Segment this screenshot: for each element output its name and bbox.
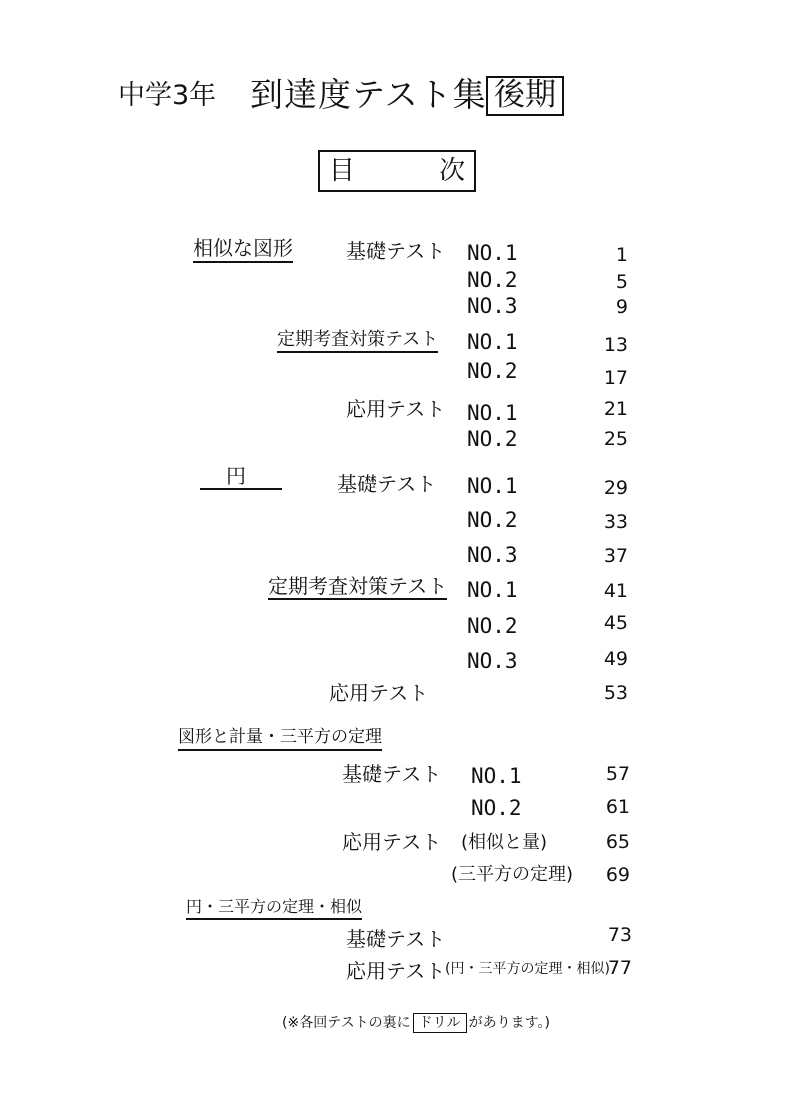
- section-label: 基礎テスト: [346, 927, 446, 951]
- footer-note-text: があります。): [468, 1015, 550, 1031]
- entry-page: 13: [603, 334, 628, 356]
- entry-page: 17: [603, 367, 628, 389]
- entry-number: NO.3: [467, 649, 518, 673]
- entry-page: 9: [615, 296, 628, 318]
- chapter-title-measurement-pythagoras: 図形と計量・三平方の定理: [178, 729, 382, 751]
- chapter-title-circle: 円: [226, 464, 246, 488]
- footer-note: [282, 1016, 550, 1030]
- document-title: 到達度テスト集: [250, 75, 487, 114]
- entry-page: 49: [603, 648, 628, 670]
- entry-number: NO.2: [467, 427, 518, 451]
- entry-page: 37: [603, 545, 628, 567]
- entry-page: 53: [603, 682, 628, 704]
- chapter-title-circle-pythagoras-similarity: 円・三平方の定理・相似: [186, 899, 362, 920]
- entry-number: NO.2: [467, 614, 518, 638]
- entry-number: NO.1: [467, 578, 518, 602]
- section-label: 応用テスト: [329, 681, 429, 705]
- entry-number: NO.2: [467, 508, 518, 532]
- entry-page: 57: [605, 763, 630, 785]
- entry-page: 29: [603, 477, 628, 499]
- term-badge: 後期: [486, 76, 564, 116]
- footer-note-text: (※各回テストの裏に: [282, 1015, 411, 1031]
- entry-page: 73: [607, 924, 632, 946]
- entry-page: 5: [615, 271, 628, 293]
- entry-number: NO.1: [471, 764, 522, 788]
- entry-page: 1: [615, 244, 628, 266]
- drill-box: ドリル: [413, 1013, 467, 1033]
- section-label: 応用テスト: [342, 830, 442, 854]
- entry-number: NO.1: [467, 330, 518, 354]
- entry-number: NO.1: [467, 401, 518, 425]
- section-label: 定期考査対策テスト: [268, 574, 448, 598]
- chapter-underline: [200, 488, 282, 490]
- entry-subtitle: (相似と量): [461, 832, 548, 853]
- entry-page: 45: [603, 612, 628, 634]
- entry-page: 65: [605, 831, 630, 853]
- entry-subtitle: (円・三平方の定理・相似): [445, 961, 610, 977]
- section-label: 応用テスト: [346, 959, 446, 983]
- entry-page: 77: [607, 957, 632, 979]
- section-label: 基礎テスト: [337, 472, 437, 496]
- grade-label: 中学3年: [118, 80, 217, 111]
- section-label: 基礎テスト: [346, 239, 446, 263]
- entry-page: 21: [603, 398, 628, 420]
- entry-subtitle: (三平方の定理): [451, 864, 574, 885]
- entry-number: NO.1: [467, 474, 518, 498]
- entry-number: NO.3: [467, 543, 518, 567]
- entry-page: 61: [605, 796, 630, 818]
- entry-page: 69: [605, 864, 630, 886]
- section-label: 定期考査対策テスト: [277, 331, 438, 353]
- entry-number: NO.2: [471, 796, 522, 820]
- section-label: 基礎テスト: [342, 762, 442, 786]
- entry-number: NO.1: [467, 241, 518, 265]
- section-label: 応用テスト: [346, 397, 446, 421]
- entry-number: NO.3: [467, 294, 518, 318]
- toc-heading: [318, 150, 504, 192]
- toc-heading-label: 目 次: [328, 156, 504, 186]
- entry-page: 25: [603, 428, 628, 450]
- chapter-title-similar-figures: 相似な図形: [193, 238, 293, 263]
- entry-number: NO.2: [467, 359, 518, 383]
- entry-page: 41: [603, 580, 628, 602]
- entry-number: NO.2: [467, 268, 518, 292]
- entry-page: 33: [603, 511, 628, 533]
